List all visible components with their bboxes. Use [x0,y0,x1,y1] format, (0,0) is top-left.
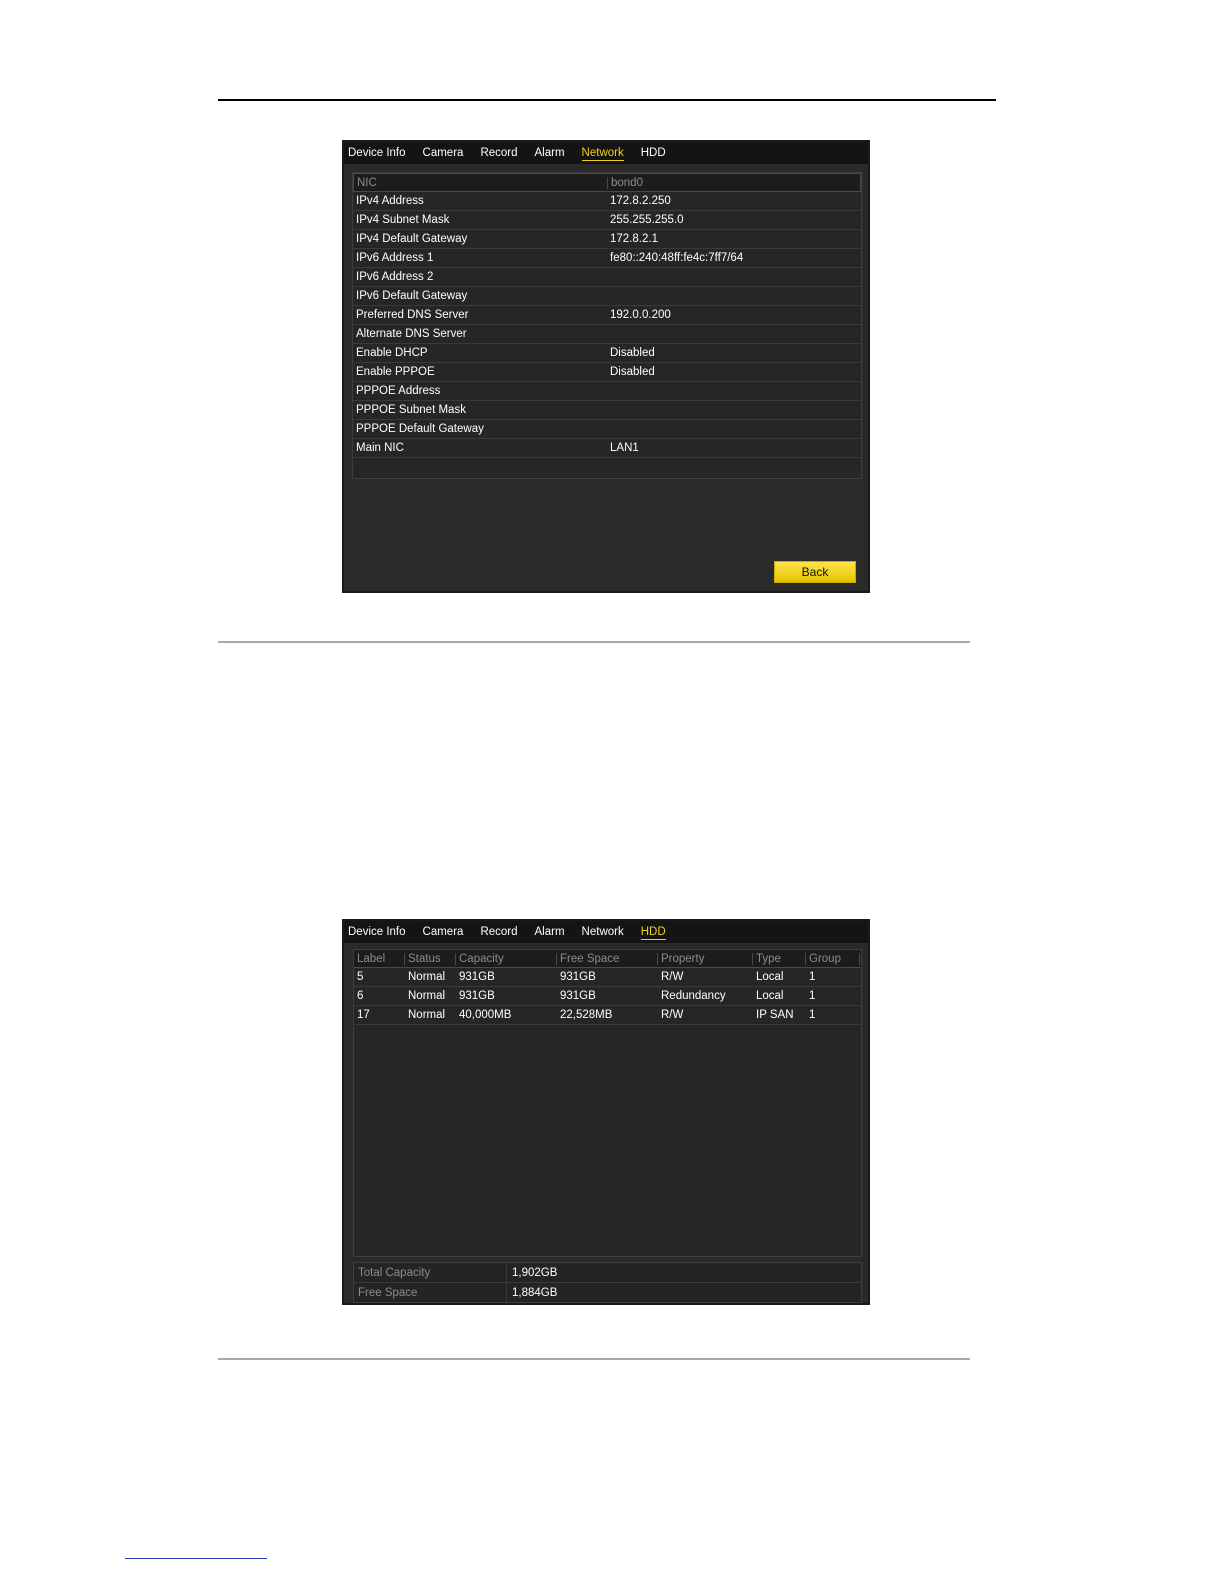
tab-camera[interactable]: Camera [422,926,464,938]
row-label: Main NIC [356,442,404,454]
total-capacity-row [354,1263,861,1283]
cell-group: 1 [809,990,816,1002]
cell-group: 1 [809,971,816,983]
cell-free-space: 931GB [560,971,596,983]
cell-property: R/W [661,1009,684,1021]
footnote-link-underline[interactable] [125,1558,267,1559]
table-row [353,249,861,268]
row-value: 172.8.2.250 [610,195,671,207]
total-capacity-value: 1,902GB [512,1266,558,1279]
total-capacity-label: Total Capacity [354,1263,507,1282]
table-row [353,382,861,401]
table-row[interactable] [354,968,861,987]
nic-value: bond0 [611,176,643,189]
section-rule [218,641,970,643]
hdd-table [353,949,862,1257]
top-rule [218,99,996,101]
table-row [353,192,861,211]
row-label: IPv4 Address [356,195,424,207]
cell-label: 6 [357,990,364,1002]
row-label: Enable DHCP [356,347,428,359]
cell-property: Redundancy [661,990,726,1002]
cell-free-space: 22,528MB [560,1009,613,1021]
row-value: 192.0.0.200 [610,309,671,321]
hdd-table-header [354,950,861,968]
tab-camera[interactable]: Camera [422,147,464,159]
table-row [353,401,861,420]
column-header-type[interactable]: Type [753,953,806,965]
tab-device-info[interactable]: Device Info [348,147,406,159]
cell-label: 5 [357,971,364,983]
hdd-tab-bar [344,921,868,943]
table-row [353,211,861,230]
tab-network[interactable]: Network [581,146,624,159]
tab-alarm[interactable]: Alarm [534,926,565,938]
row-value: Disabled [610,366,655,378]
row-label: IPv6 Default Gateway [356,290,468,302]
cell-label: 17 [357,1009,370,1021]
cell-status: Normal [408,1009,446,1021]
table-row [353,230,861,249]
row-label: IPv6 Address 2 [356,271,434,283]
row-label: PPPOE Default Gateway [356,423,484,435]
table-row[interactable] [354,1006,861,1025]
tab-record[interactable]: Record [480,926,518,938]
row-label: IPv4 Subnet Mask [356,214,450,226]
blank-row [353,458,861,478]
cell-type: Local [756,971,784,983]
section-rule [218,1358,970,1360]
tab-network[interactable]: Network [581,926,624,938]
table-row [353,268,861,287]
row-value: 255.255.255.0 [610,214,684,226]
network-table-header [353,173,861,192]
cell-property: R/W [661,971,684,983]
hdd-summary [353,1262,862,1303]
tab-alarm[interactable]: Alarm [534,147,565,159]
nic-label: NIC [354,177,608,189]
table-row [353,287,861,306]
column-header-free-space[interactable]: Free Space [557,953,658,965]
column-header-capacity[interactable]: Capacity [456,953,557,965]
row-label: IPv4 Default Gateway [356,233,468,245]
row-value: 172.8.2.1 [610,233,658,245]
network-info-table [352,172,862,479]
row-label: Preferred DNS Server [356,309,469,321]
cell-type: Local [756,990,784,1002]
cell-status: Normal [408,990,446,1002]
column-header-status[interactable]: Status [405,953,456,965]
table-row [353,420,861,439]
network-tab-bar [344,142,868,164]
cell-capacity: 40,000MB [459,1009,512,1021]
row-label: IPv6 Address 1 [356,252,434,264]
column-header-group[interactable]: Group [806,953,860,965]
cell-type: IP SAN [756,1009,794,1021]
table-row [353,344,861,363]
tab-device-info[interactable]: Device Info [348,926,406,938]
cell-status: Normal [408,971,446,983]
table-row [353,363,861,382]
row-value: Disabled [610,347,655,359]
hdd-panel [342,919,870,1305]
tab-hdd[interactable]: HDD [640,147,666,159]
row-value: LAN1 [610,442,639,454]
row-label: PPPOE Subnet Mask [356,404,466,416]
table-row [353,439,861,458]
tab-hdd[interactable]: HDD [640,925,666,938]
row-label: PPPOE Address [356,385,441,397]
free-space-row [354,1283,861,1302]
free-space-value: 1,884GB [512,1286,558,1299]
row-value: fe80::240:48ff:fe4c:7ff7/64 [610,252,744,264]
cell-group: 1 [809,1009,816,1021]
network-panel [342,140,870,593]
tab-record[interactable]: Record [480,147,518,159]
row-label: Enable PPPOE [356,366,435,378]
table-row[interactable] [354,987,861,1006]
column-header-property[interactable]: Property [658,953,753,965]
column-header-label[interactable]: Label [354,953,405,965]
table-row [353,306,861,325]
cell-free-space: 931GB [560,990,596,1002]
table-row [353,325,861,344]
cell-capacity: 931GB [459,971,495,983]
free-space-label: Free Space [354,1283,507,1302]
cell-capacity: 931GB [459,990,495,1002]
back-button[interactable]: Back [774,561,856,583]
row-label: Alternate DNS Server [356,328,467,340]
